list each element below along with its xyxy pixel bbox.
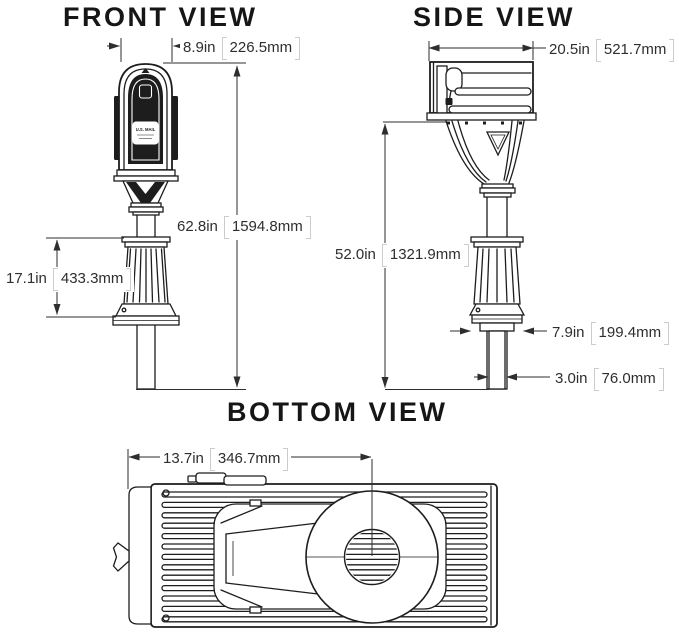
side-view-drawing — [385, 62, 536, 390]
side-depth-dimension — [546, 38, 677, 63]
dimension-inches: 13.7in — [163, 450, 204, 467]
us-mail-label: U.S. MAIL — [135, 127, 156, 132]
side-post-width-dimension — [552, 367, 667, 392]
front-mailbox — [114, 64, 178, 181]
mail-plate — [133, 122, 158, 144]
front-view-drawing — [113, 64, 179, 389]
side-base — [470, 237, 524, 389]
dimension-inches: 3.0in — [555, 370, 588, 387]
bottom-mount-offset-dimension — [160, 447, 291, 472]
bottom-view-title: BOTTOM VIEW — [227, 397, 448, 427]
dimension-mm: 521.7mm — [596, 39, 675, 62]
dimension-mm: 346.7mm — [210, 448, 289, 471]
front-width-dimension — [180, 36, 303, 61]
side-view-title: SIDE VIEW — [413, 2, 576, 32]
dimension-mm: 1594.8mm — [224, 216, 311, 239]
front-collar — [129, 203, 163, 215]
bottom-end-cap — [129, 487, 151, 624]
front-view-title: FRONT VIEW — [63, 2, 258, 32]
side-post-height-dimension — [332, 243, 472, 268]
front-base-height-dimension — [3, 267, 134, 292]
dimension-mm: 226.5mm — [222, 37, 301, 60]
dimension-inches: 20.5in — [549, 41, 590, 58]
side-base-width-dimension — [549, 321, 672, 346]
side-collar — [480, 184, 515, 197]
dimension-inches: 62.8in — [177, 218, 218, 235]
flag-knob — [114, 543, 130, 571]
dimension-mm: 76.0mm — [594, 368, 664, 391]
front-bracket — [123, 181, 168, 203]
dimension-mm: 1321.9mm — [382, 244, 469, 267]
front-height-dimension — [174, 215, 314, 240]
dimension-inches: 8.9in — [183, 39, 216, 56]
dimension-inches: 7.9in — [552, 324, 585, 341]
dimension-mm: 199.4mm — [591, 322, 670, 345]
dimension-mm: 433.3mm — [53, 268, 132, 291]
bottom-view-drawing — [114, 473, 498, 627]
flag-arm-edge — [196, 473, 226, 483]
dimension-inches: 52.0in — [335, 246, 376, 263]
dimension-inches: 17.1in — [6, 270, 47, 287]
side-mailbox — [427, 62, 536, 125]
side-bracket — [446, 121, 524, 184]
